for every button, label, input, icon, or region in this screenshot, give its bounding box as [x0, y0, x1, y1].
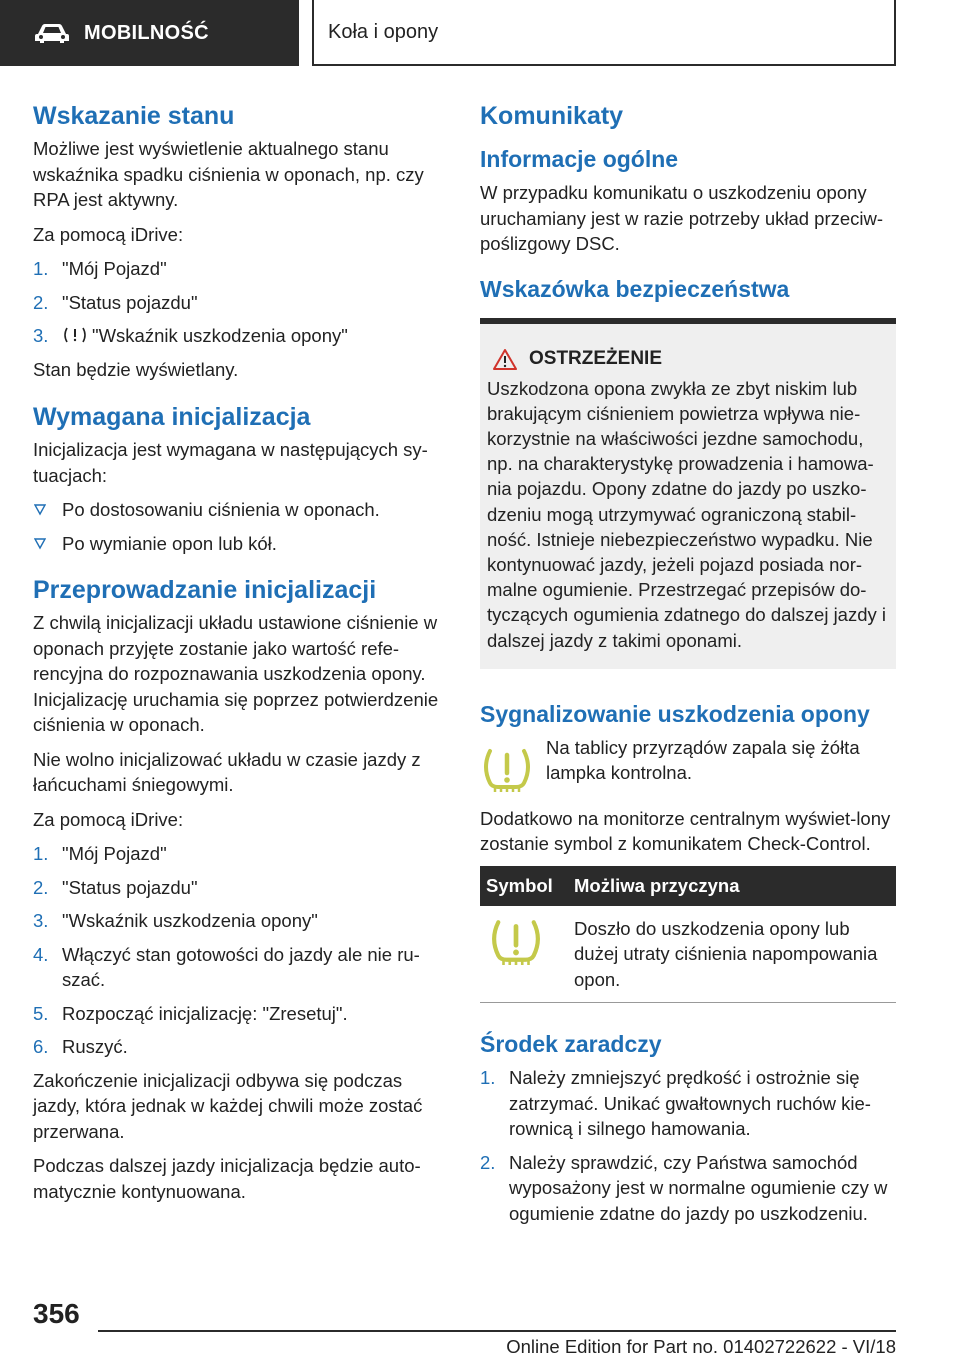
- edition-info: Online Edition for Part no. 01402722622 - VI/18: [506, 1336, 896, 1357]
- paragraph: Na tablicy przyrządów zapala się żółta lampka kontrolna.: [546, 736, 860, 784]
- paragraph: Za pomocą iDrive:: [33, 808, 184, 830]
- tire-pressure-warning-icon: [486, 916, 546, 966]
- warning-label: OSTRZEŻENIE: [529, 347, 663, 369]
- paragraph: Nie wolno inicjalizować układu w czasie jazdy z łańcuchami śniegowymi.: [33, 748, 421, 795]
- list-item: 6. Ruszyć.: [33, 1036, 128, 1057]
- list-item: 1. "Mój Pojazd": [33, 843, 167, 864]
- paragraph: Dodatkowo na monitorze centralnym wyświet-lony zostanie symbol z komunikatem Check-Control.: [480, 807, 891, 855]
- right-column: [480, 100, 896, 1234]
- signal-row: [480, 735, 896, 798]
- paragraph: Z chwilą inicjalizacji układu ustawione ciśnienie w oponach przyjęte zostanie jako wartość refe-rencyjna do rozpoznawania uszkodzenia opony. Inicjalizację uruchamia się poprzez potwierdzenie ciśnienia w oponach.: [33, 612, 439, 735]
- list-item: 4. Włączyć stan gotowości do jazdy ale nie ru-szać.: [33, 943, 420, 990]
- left-column: [33, 100, 445, 1213]
- list-item: 1. "Mój Pojazd": [33, 258, 167, 279]
- paragraph: W przypadku komunikatu o uszkodzeniu opony uruchamiany jest w razie potrzeby układ przeciw-poślizgowy DSC.: [480, 182, 884, 254]
- list-item: 3. "Wskaźnik uszkodzenia opony": [33, 325, 348, 346]
- section-tab[interactable]: [0, 0, 299, 66]
- heading-signal: Sygnalizowanie uszkodzenia opony: [480, 700, 870, 727]
- footer-divider: [98, 1330, 896, 1332]
- heading-status: Wskazanie stanu: [33, 102, 235, 130]
- paragraph: Inicjalizacja jest wymagana w następujących sy-tuacjach:: [33, 439, 428, 486]
- cause-table: [480, 866, 896, 1004]
- list-item: 2. "Status pojazdu": [33, 291, 198, 313]
- list-item: Po dostosowaniu ciśnienia w oponach.: [33, 497, 445, 523]
- table-row: [480, 906, 896, 1003]
- heading-general: Informacje ogólne: [480, 146, 679, 172]
- warning-text: Uszkodzona opona zwykła ze zbyt niskim lub brakującym ciśnieniem powietrza wpływa nie-korzystnie na właściwości jezdne samochodu, np. na charakterystykę prowadzenia i hamowa-nia pojazdu. Opony zdatne do jazdy po uszko-dzeniu mogą utrzymywać ograniczoną stabil-ność. Istnieje niebezpieczeństwo wypadku. Nie kontynuować jazdy, jeżeli pojazd posiada nor-malne ogumienie. Przestrzegać przepisów do-tyczących ogumienia zdatnego do dalszej jazdy i dalszej jazdy z takimi oponami.: [487, 377, 887, 651]
- list-item: 1. Należy zmniejszyć prędkość i ostrożnie się zatrzymać. Unikać gwałtownych ruchów kie-rownicą i silnego hamowania.: [480, 1067, 871, 1140]
- heading-safety: Wskazówka bezpieczeństwa: [480, 275, 790, 302]
- perform-steps: [33, 841, 445, 1060]
- list-item: 2. Należy sprawdzić, czy Państwa samochód wyposażony jest w normalne ogumienie czy w ogumienie zdatne do jazdy po uszkodzeniu.: [480, 1151, 888, 1224]
- heading-perform-init: Przeprowadzanie inicjalizacji: [33, 576, 377, 604]
- init-required-bullets: [33, 497, 445, 556]
- table-cell-cause: Doszło do uszkodzenia opony lub dużej utraty ciśnienia napompowania opon.: [568, 906, 896, 1003]
- status-steps: [33, 256, 445, 349]
- list-item: Po wymianie opon lub kół.: [33, 531, 445, 557]
- list-item: 5. Rozpocząć inicjalizację: "Zresetuj".: [33, 1002, 348, 1024]
- paragraph: Zakończenie inicjalizacji odbywa się podczas jazdy, która jednak w każdej chwili może zostać przerwana.: [33, 1069, 423, 1142]
- paragraph: Podczas dalszej jazdy inicjalizacja będzie auto-matycznie kontynuowana.: [33, 1155, 421, 1202]
- paragraph: Stan będzie wyświetlany.: [33, 358, 239, 380]
- section-title: MOBILNOŚĆ: [84, 21, 209, 44]
- list-item: 2. "Status pojazdu": [33, 876, 198, 898]
- table-header-cause: Możliwa przyczyna: [568, 866, 896, 906]
- paragraph: Za pomocą iDrive:: [33, 223, 184, 245]
- list-item: 3. "Wskaźnik uszkodzenia opony": [33, 910, 318, 931]
- tire-pressure-warning-icon: [480, 745, 534, 793]
- heading-remedy: Środek zaradczy: [480, 1031, 662, 1058]
- chapter-title: Koła i opony: [328, 20, 439, 43]
- chapter-tab[interactable]: [312, 0, 896, 66]
- tire-pressure-icon: [62, 325, 88, 345]
- page-number: 356: [33, 1298, 80, 1329]
- heading-init-required: Wymagana inicjalizacja: [33, 403, 311, 431]
- table-header-symbol: Symbol: [480, 866, 568, 906]
- triangle-bullet-icon: [34, 538, 46, 550]
- heading-messages: Komunikaty: [480, 102, 624, 130]
- car-icon: [34, 22, 70, 44]
- page-header: [0, 0, 960, 66]
- remedy-steps: [480, 1065, 896, 1226]
- warning-triangle-icon: [493, 348, 517, 370]
- triangle-bullet-icon: [34, 504, 46, 516]
- paragraph: Możliwe jest wyświetlenie aktualnego stanu wskaźnika spadku ciśnienia w oponach, np. czy RPA jest aktywny.: [33, 138, 424, 210]
- warning-box: [480, 318, 896, 669]
